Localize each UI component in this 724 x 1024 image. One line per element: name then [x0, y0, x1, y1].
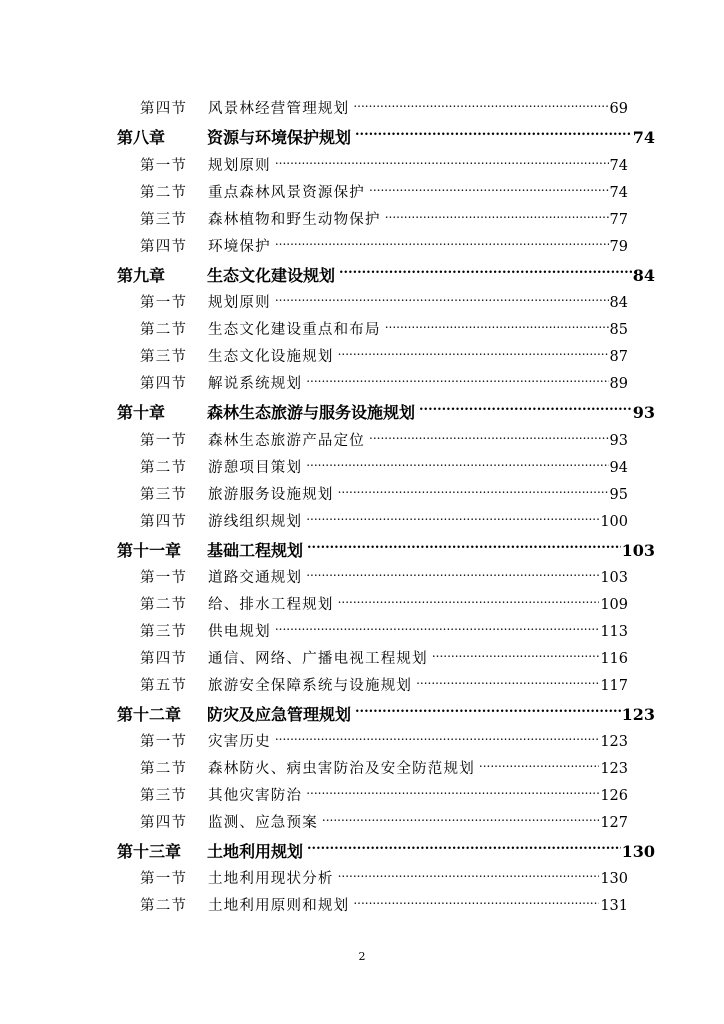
- entry-number: 第四节: [140, 651, 188, 667]
- entry-page: 74: [609, 185, 628, 201]
- entry-number: 第一节: [140, 158, 188, 174]
- chapter-number: 第十一章: [117, 541, 182, 560]
- dot-leader: [479, 753, 599, 773]
- entry-title: 森林生态旅游产品定位: [208, 433, 365, 449]
- toc-entry[interactable]: [140, 863, 628, 887]
- toc-entry[interactable]: [140, 204, 628, 228]
- toc-entry[interactable]: [140, 562, 628, 586]
- entry-page: 117: [600, 678, 628, 694]
- entry-title: 旅游安全保障系统与设施规划: [208, 678, 413, 694]
- entry-page: 85: [609, 322, 628, 338]
- toc-entry[interactable]: [140, 780, 628, 804]
- entry-page: 100: [600, 514, 628, 530]
- entry-title: 通信、网络、广播电视工程规划: [208, 651, 428, 667]
- entry-page: 93: [609, 433, 628, 449]
- entry-title: 森林防火、病虫害防治及安全防范规划: [208, 761, 475, 777]
- entry-number: 第三节: [140, 212, 188, 228]
- toc-chapter[interactable]: [117, 835, 655, 861]
- entry-page: 126: [600, 788, 628, 804]
- chapter-title: 生态文化建设规划: [207, 266, 336, 285]
- entry-title: 土地利用现状分析: [208, 871, 334, 887]
- entry-title: 重点森林风景资源保护: [208, 185, 365, 201]
- chapter-title: 防灾及应急管理规划: [207, 705, 352, 724]
- dot-leader: [306, 368, 608, 388]
- toc-chapter[interactable]: [117, 396, 655, 422]
- chapter-number: 第十二章: [117, 705, 182, 724]
- dot-leader: [353, 890, 599, 910]
- entry-number: 第二节: [140, 460, 188, 476]
- dot-leader: [385, 204, 609, 224]
- entry-number: 第三节: [140, 487, 188, 503]
- entry-page: 130: [600, 871, 628, 887]
- entry-number: 第三节: [140, 349, 188, 365]
- toc-entry[interactable]: [140, 589, 628, 613]
- entry-number: 第四节: [140, 815, 188, 831]
- dot-leader: [355, 698, 621, 720]
- entry-page: 95: [609, 487, 628, 503]
- toc-entry[interactable]: [140, 753, 628, 777]
- toc-entry[interactable]: [140, 643, 628, 667]
- entry-number: 第四节: [140, 101, 188, 117]
- entry-title: 供电规划: [208, 624, 271, 640]
- toc-chapter[interactable]: [117, 698, 655, 724]
- entry-number: 第一节: [140, 295, 188, 311]
- entry-page: 131: [600, 898, 628, 914]
- entry-title: 其他灾害防治: [208, 788, 303, 804]
- chapter-title: 森林生态旅游与服务设施规划: [207, 403, 416, 422]
- toc-entry[interactable]: [140, 314, 628, 338]
- entry-title: 游憩项目策划: [208, 460, 303, 476]
- dot-leader: [432, 643, 600, 663]
- toc-entry[interactable]: [140, 506, 628, 530]
- dot-leader: [307, 835, 621, 857]
- toc-entry[interactable]: [140, 670, 628, 694]
- entry-number: 第二节: [140, 322, 188, 338]
- entry-number: 第四节: [140, 239, 188, 255]
- dot-leader: [306, 562, 599, 582]
- entry-number: 第一节: [140, 570, 188, 586]
- entry-number: 第四节: [140, 514, 188, 530]
- toc-entry[interactable]: [140, 231, 628, 255]
- page-number: 2: [358, 950, 366, 963]
- toc-entry[interactable]: [140, 452, 628, 476]
- dot-leader: [338, 341, 609, 361]
- chapter-number: 第八章: [117, 128, 166, 147]
- entry-number: 第二节: [140, 597, 188, 613]
- dot-leader: [419, 396, 632, 418]
- entry-title: 风景林经营管理规划: [208, 101, 350, 117]
- entry-number: 第四节: [140, 376, 188, 392]
- entry-page: 79: [609, 239, 628, 255]
- entry-title: 道路交通规划: [208, 570, 303, 586]
- chapter-page: 74: [632, 128, 655, 147]
- entry-title: 旅游服务设施规划: [208, 487, 334, 503]
- dot-leader: [355, 121, 632, 143]
- entry-page: 116: [600, 651, 628, 667]
- entry-page: 103: [600, 570, 628, 586]
- chapter-page: 103: [621, 541, 655, 560]
- chapter-page: 93: [632, 403, 655, 422]
- entry-title: 环境保护: [208, 239, 271, 255]
- entry-number: 第三节: [140, 788, 188, 804]
- dot-leader: [338, 479, 609, 499]
- dot-leader: [275, 150, 609, 170]
- entry-page: 87: [609, 349, 628, 365]
- entry-title: 灾害历史: [208, 734, 271, 750]
- dot-leader: [306, 780, 599, 800]
- dot-leader: [307, 534, 621, 556]
- toc-entry[interactable]: [140, 425, 628, 449]
- chapter-page: 123: [621, 705, 655, 724]
- entry-page: 69: [609, 101, 628, 117]
- entry-number: 第三节: [140, 624, 188, 640]
- dot-leader: [339, 259, 632, 281]
- dot-leader: [338, 589, 600, 609]
- chapter-number: 第十三章: [117, 842, 182, 861]
- dot-leader: [306, 452, 608, 472]
- dot-leader: [369, 177, 609, 197]
- entry-title: 游线组织规划: [208, 514, 303, 530]
- toc-entry[interactable]: [140, 93, 628, 117]
- toc-chapter[interactable]: [117, 534, 655, 560]
- entry-title: 生态文化建设重点和布局: [208, 322, 381, 338]
- entry-page: 94: [609, 460, 628, 476]
- chapter-title: 资源与环境保护规划: [207, 128, 352, 147]
- dot-leader: [275, 616, 600, 636]
- entry-page: 127: [600, 815, 628, 831]
- entry-title: 解说系统规划: [208, 376, 303, 392]
- entry-page: 74: [609, 158, 628, 174]
- toc-entry[interactable]: [140, 616, 628, 640]
- dot-leader: [275, 231, 609, 251]
- dot-leader: [385, 314, 609, 334]
- entry-title: 规划原则: [208, 295, 271, 311]
- entry-number: 第二节: [140, 761, 188, 777]
- chapter-page: 84: [632, 266, 655, 285]
- dot-leader: [353, 93, 608, 113]
- entry-number: 第五节: [140, 678, 188, 694]
- chapter-number: 第九章: [117, 266, 166, 285]
- dot-leader: [416, 670, 599, 690]
- dot-leader: [275, 287, 609, 307]
- entry-title: 森林植物和野生动物保护: [208, 212, 381, 228]
- toc-chapter[interactable]: [117, 121, 655, 147]
- entry-page: 84: [609, 295, 628, 311]
- toc-entry[interactable]: [140, 287, 628, 311]
- chapter-number: 第十章: [117, 403, 166, 422]
- toc-entry[interactable]: [140, 807, 628, 831]
- entry-title: 土地利用原则和规划: [208, 898, 350, 914]
- entry-number: 第一节: [140, 433, 188, 449]
- dot-leader: [275, 726, 600, 746]
- entry-page: 123: [600, 761, 628, 777]
- toc-entry[interactable]: [140, 890, 628, 914]
- entry-page: 77: [609, 212, 628, 228]
- chapter-title: 基础工程规划: [207, 541, 304, 560]
- toc-entry[interactable]: [140, 726, 628, 750]
- entry-number: 第一节: [140, 871, 188, 887]
- dot-leader: [338, 863, 600, 883]
- entry-page: 89: [609, 376, 628, 392]
- dot-leader: [369, 425, 609, 445]
- entry-title: 监测、应急预案: [208, 815, 318, 831]
- entry-number: 第一节: [140, 734, 188, 750]
- toc-entry[interactable]: [140, 341, 628, 365]
- entry-number: 第二节: [140, 898, 188, 914]
- entry-page: 113: [600, 624, 628, 640]
- chapter-page: 130: [621, 842, 655, 861]
- toc-entry[interactable]: [140, 368, 628, 392]
- toc-chapter[interactable]: [117, 259, 655, 285]
- dot-leader: [306, 506, 599, 526]
- chapter-title: 土地利用规划: [207, 842, 304, 861]
- entry-title: 给、排水工程规划: [208, 597, 334, 613]
- entry-title: 规划原则: [208, 158, 271, 174]
- toc-entry[interactable]: [140, 479, 628, 503]
- toc-entry[interactable]: [140, 177, 628, 201]
- entry-page: 123: [600, 734, 628, 750]
- entry-title: 生态文化设施规划: [208, 349, 334, 365]
- entry-number: 第二节: [140, 185, 188, 201]
- dot-leader: [322, 807, 599, 827]
- toc-entry[interactable]: [140, 150, 628, 174]
- entry-page: 109: [600, 597, 628, 613]
